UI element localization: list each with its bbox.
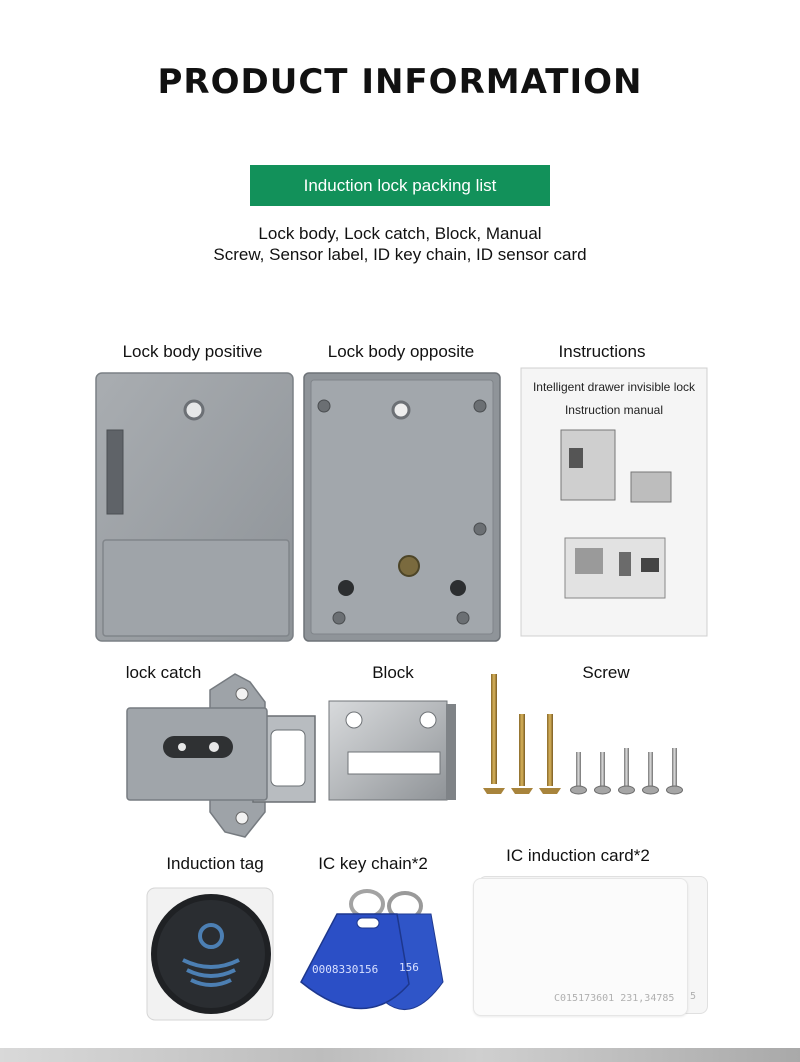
label-ic-key-chain: IC key chain*2 (318, 854, 428, 873)
label-block: Block (372, 663, 414, 682)
label-screw: Screw (582, 663, 630, 682)
lock-body-positive-image (95, 372, 295, 644)
label-instructions: Instructions (558, 342, 646, 361)
block-image (328, 700, 458, 802)
induction-tag-image (145, 886, 277, 1024)
label-lock-body-opposite: Lock body opposite (327, 342, 475, 361)
card-number: C015173601 231,34785 (554, 993, 675, 1004)
packing-list-badge: Induction lock packing list (250, 165, 550, 206)
page-title: PRODUCT INFORMATION (157, 62, 643, 102)
label-ic-induction-card: IC induction card*2 (506, 846, 650, 865)
lock-catch-image (125, 672, 317, 840)
label-lock-catch: lock catch (125, 663, 202, 682)
packing-list-line-1: Lock body, Lock catch, Block, Manual (258, 224, 542, 243)
card-number-back: 5 (690, 991, 697, 1002)
packing-list-line-2: Screw, Sensor label, ID key chain, ID sensor card (213, 245, 587, 264)
key-chain-image (293, 884, 443, 1024)
manual-subtitle: Instruction manual (564, 403, 664, 417)
label-lock-body-positive: Lock body positive (122, 342, 263, 361)
screws-image (480, 668, 690, 798)
key-chain-serial: 0008330156 (312, 963, 379, 976)
key-chain-serial-back: 156 (399, 961, 419, 974)
bottom-photo-strip (0, 1048, 800, 1062)
label-induction-tag: Induction tag (166, 854, 264, 873)
manual-title: Intelligent drawer invisible lock (532, 380, 696, 394)
long-screw-1 (483, 674, 505, 794)
lock-body-opposite-image (303, 372, 501, 644)
